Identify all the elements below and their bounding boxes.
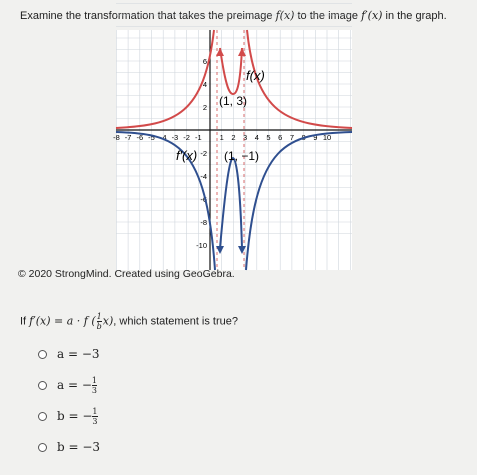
x-tick-label: 9 bbox=[313, 133, 318, 142]
x-tick-label: 4 bbox=[254, 133, 259, 142]
x-tick-label: -3 bbox=[171, 133, 179, 142]
prompt-text-before: Examine the transformation that takes the preimage bbox=[20, 10, 276, 22]
choice-4[interactable] bbox=[38, 433, 100, 461]
f-label: f(x) bbox=[246, 68, 265, 83]
question-frac-den: b bbox=[96, 322, 102, 331]
question-fraction bbox=[97, 312, 102, 331]
answer-choices bbox=[38, 340, 100, 464]
y-tick-label: -2 bbox=[200, 149, 207, 158]
x-tick-label: 1 bbox=[219, 133, 224, 142]
y-tick-label: 2 bbox=[202, 103, 207, 112]
choice-2-lhs: a = − bbox=[57, 377, 92, 392]
choice-2-radio[interactable] bbox=[38, 381, 47, 390]
graph-svg bbox=[113, 30, 352, 270]
choice-2-den: 3 bbox=[91, 385, 97, 395]
question-suffix: , which statement is true? bbox=[113, 315, 239, 328]
x-tick-label: 8 bbox=[301, 133, 306, 142]
x-tick-label: 5 bbox=[266, 133, 271, 142]
choice-1-label: a = −3 bbox=[57, 347, 100, 361]
x-tick-label: 10 bbox=[322, 133, 332, 142]
choice-2-fraction bbox=[92, 376, 97, 395]
x-tick-label: 3 bbox=[243, 133, 248, 142]
prompt-text-middle: to the image bbox=[294, 10, 362, 22]
choice-4-radio[interactable] bbox=[38, 443, 47, 452]
question-prefix: If bbox=[20, 315, 30, 328]
choice-3-fraction bbox=[92, 407, 97, 426]
function-graph bbox=[113, 30, 352, 270]
choice-4-label: b = −3 bbox=[57, 440, 101, 454]
question-text bbox=[20, 312, 238, 331]
x-tick-label: -2 bbox=[183, 133, 190, 142]
x-tick-label: 7 bbox=[289, 133, 294, 142]
copyright-credit: © 2020 StrongMind. Created using GeoGebra. bbox=[18, 268, 235, 280]
question-formula: f′(x) = a · f ( bbox=[29, 314, 96, 328]
y-tick-label: -8 bbox=[200, 218, 207, 227]
choice-3-lhs: b = − bbox=[57, 408, 93, 423]
y-tick-label: 4 bbox=[202, 80, 207, 89]
y-tick-label: 6 bbox=[202, 57, 207, 66]
fprime-point-label: (1, −1) bbox=[224, 149, 260, 163]
y-tick-label: -6 bbox=[200, 195, 207, 204]
choice-2-label bbox=[57, 376, 97, 395]
problem-prompt bbox=[20, 9, 470, 22]
choice-1[interactable] bbox=[38, 340, 100, 368]
fprime-label: f′(x) bbox=[176, 148, 198, 163]
x-tick-label: -7 bbox=[124, 133, 132, 142]
choice-3-den: 3 bbox=[92, 416, 98, 426]
choice-2[interactable] bbox=[38, 371, 100, 399]
prompt-preimage: f(x) bbox=[275, 9, 295, 22]
question-frac-num: 1 bbox=[96, 312, 102, 321]
prompt-image: f′(x) bbox=[361, 9, 383, 22]
choice-3[interactable] bbox=[38, 402, 100, 430]
x-tick-label: -5 bbox=[148, 133, 155, 142]
y-tick-label: -10 bbox=[196, 241, 207, 250]
x-tick-label: -1 bbox=[194, 133, 202, 142]
x-tick-label: -4 bbox=[159, 133, 167, 142]
x-tick-label: -8 bbox=[113, 133, 120, 142]
choice-1-radio[interactable] bbox=[38, 350, 47, 359]
choice-3-radio[interactable] bbox=[38, 412, 47, 421]
choice-3-label bbox=[57, 407, 98, 426]
choice-3-num: 1 bbox=[92, 406, 98, 416]
prompt-text-after: in the graph. bbox=[382, 10, 447, 22]
question-formula-end: x) bbox=[102, 314, 114, 328]
x-tick-label: -6 bbox=[136, 133, 144, 142]
x-tick-label: 2 bbox=[231, 133, 236, 142]
x-tick-label: 6 bbox=[278, 133, 283, 142]
f-point-label: (1, 3) bbox=[219, 94, 248, 108]
choice-2-num: 1 bbox=[91, 375, 97, 385]
y-tick-label: -4 bbox=[200, 172, 207, 181]
